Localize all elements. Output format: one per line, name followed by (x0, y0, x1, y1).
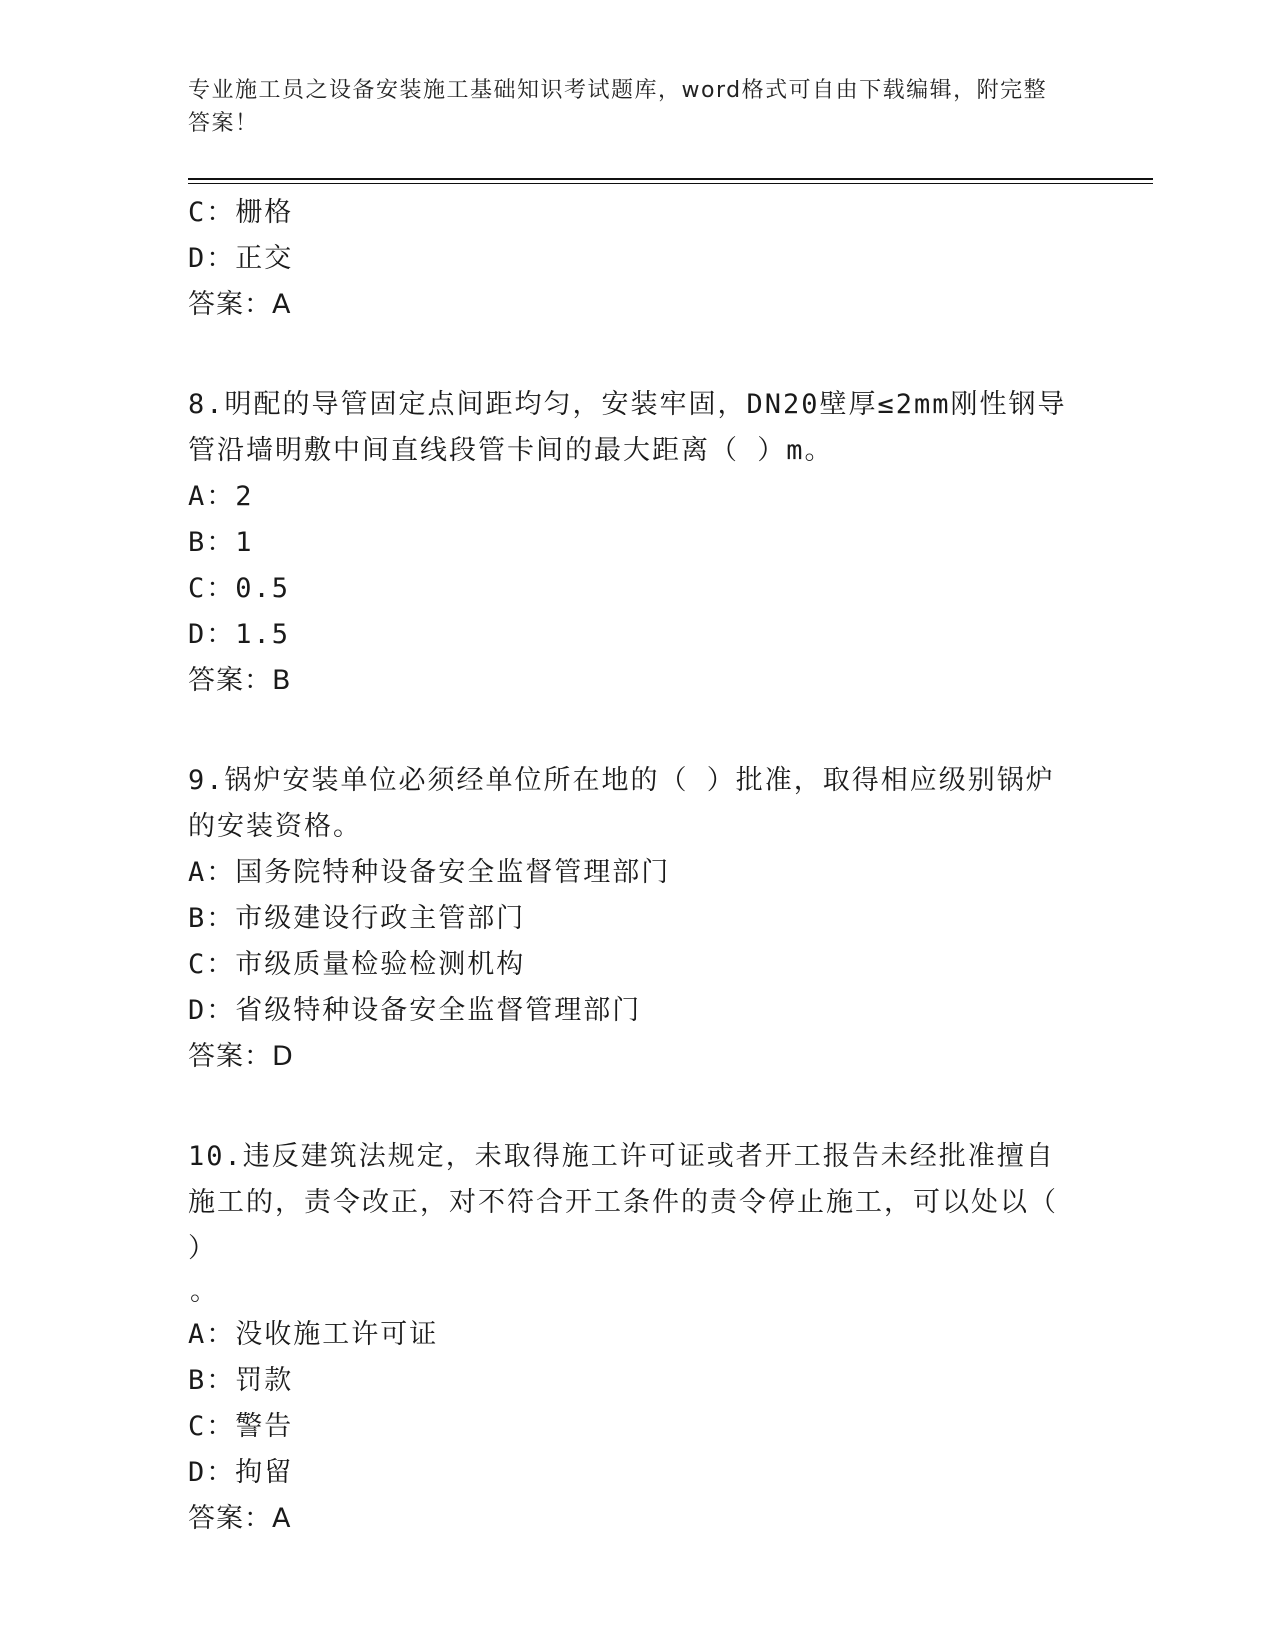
option-b (188, 520, 1068, 566)
option-label: B： (188, 1365, 236, 1396)
option-text: 市级质量检验检测机构 (235, 949, 526, 980)
option-label: B： (188, 903, 236, 934)
document-header: 专业施工员之设备安装施工基础知识考试题库，word格式可自由下载编辑，附完整答案！ (188, 78, 1048, 136)
answer-line: 答案：D (188, 1041, 294, 1072)
option-label: D： (188, 1457, 236, 1488)
header-divider (188, 178, 1153, 184)
option-text: 0.5 (235, 573, 291, 604)
option-label: A： (188, 481, 236, 512)
option-label: C： (188, 573, 236, 604)
option-text: 2 (235, 481, 254, 512)
option-label: C： (188, 1411, 236, 1442)
option-d (188, 1450, 1068, 1496)
option-d (188, 988, 1068, 1034)
option-text: 罚款 (235, 1365, 294, 1396)
option-d (188, 236, 1068, 282)
option-c (188, 566, 1068, 612)
option-label: C： (188, 949, 236, 980)
page-body (188, 0, 1153, 1650)
option-text: 栅格 (235, 197, 294, 228)
option-text: 1 (235, 527, 254, 558)
option-a (188, 474, 1068, 520)
question-stem: 9.锅炉安装单位必须经单位所在地的（ ）批准，取得相应级别锅炉的安装资格。 (188, 765, 1055, 842)
option-text: 国务院特种设备安全监督管理部门 (235, 857, 671, 888)
option-a (188, 1312, 1068, 1358)
option-label: B： (188, 527, 236, 558)
option-text: 1.5 (235, 619, 291, 650)
option-label: D： (188, 619, 236, 650)
option-label: D： (188, 995, 236, 1026)
option-text: 正交 (235, 243, 294, 274)
question-8 (188, 382, 1068, 704)
option-a (188, 850, 1068, 896)
answer-line: 答案：A (188, 1503, 292, 1534)
option-d (188, 612, 1068, 658)
option-text: 省级特种设备安全监督管理部门 (235, 995, 642, 1026)
question-9 (188, 758, 1068, 1080)
option-label: C： (188, 197, 236, 228)
question-stem-tail: 。 (190, 1276, 219, 1307)
question-10 (188, 1134, 1068, 1542)
question-7-continued (188, 190, 1068, 328)
option-label: A： (188, 1319, 236, 1350)
answer-line: 答案：A (188, 289, 292, 320)
option-b (188, 896, 1068, 942)
option-b (188, 1358, 1068, 1404)
question-stem: 8.明配的导管固定点间距均匀，安装牢固，DN20壁厚≤2mm刚性钢导管沿墙明敷中间直线段管卡间的最大距离（ ）m。 (188, 389, 1067, 466)
option-label: A： (188, 857, 236, 888)
question-stem: 10.违反建筑法规定，未取得施工许可证或者开工报告未经批准擅自施工的，责令改正，对不符合开工条件的责令停止施工，可以处以（ ） (188, 1141, 1058, 1264)
option-c (188, 1404, 1068, 1450)
question-list (188, 190, 1068, 1542)
answer-line: 答案：B (188, 665, 292, 696)
option-text: 市级建设行政主管部门 (235, 903, 526, 934)
option-c (188, 942, 1068, 988)
option-text: 拘留 (235, 1457, 294, 1488)
option-text: 警告 (235, 1411, 294, 1442)
option-c (188, 190, 1068, 236)
option-text: 没收施工许可证 (235, 1319, 439, 1350)
option-label: D： (188, 243, 236, 274)
